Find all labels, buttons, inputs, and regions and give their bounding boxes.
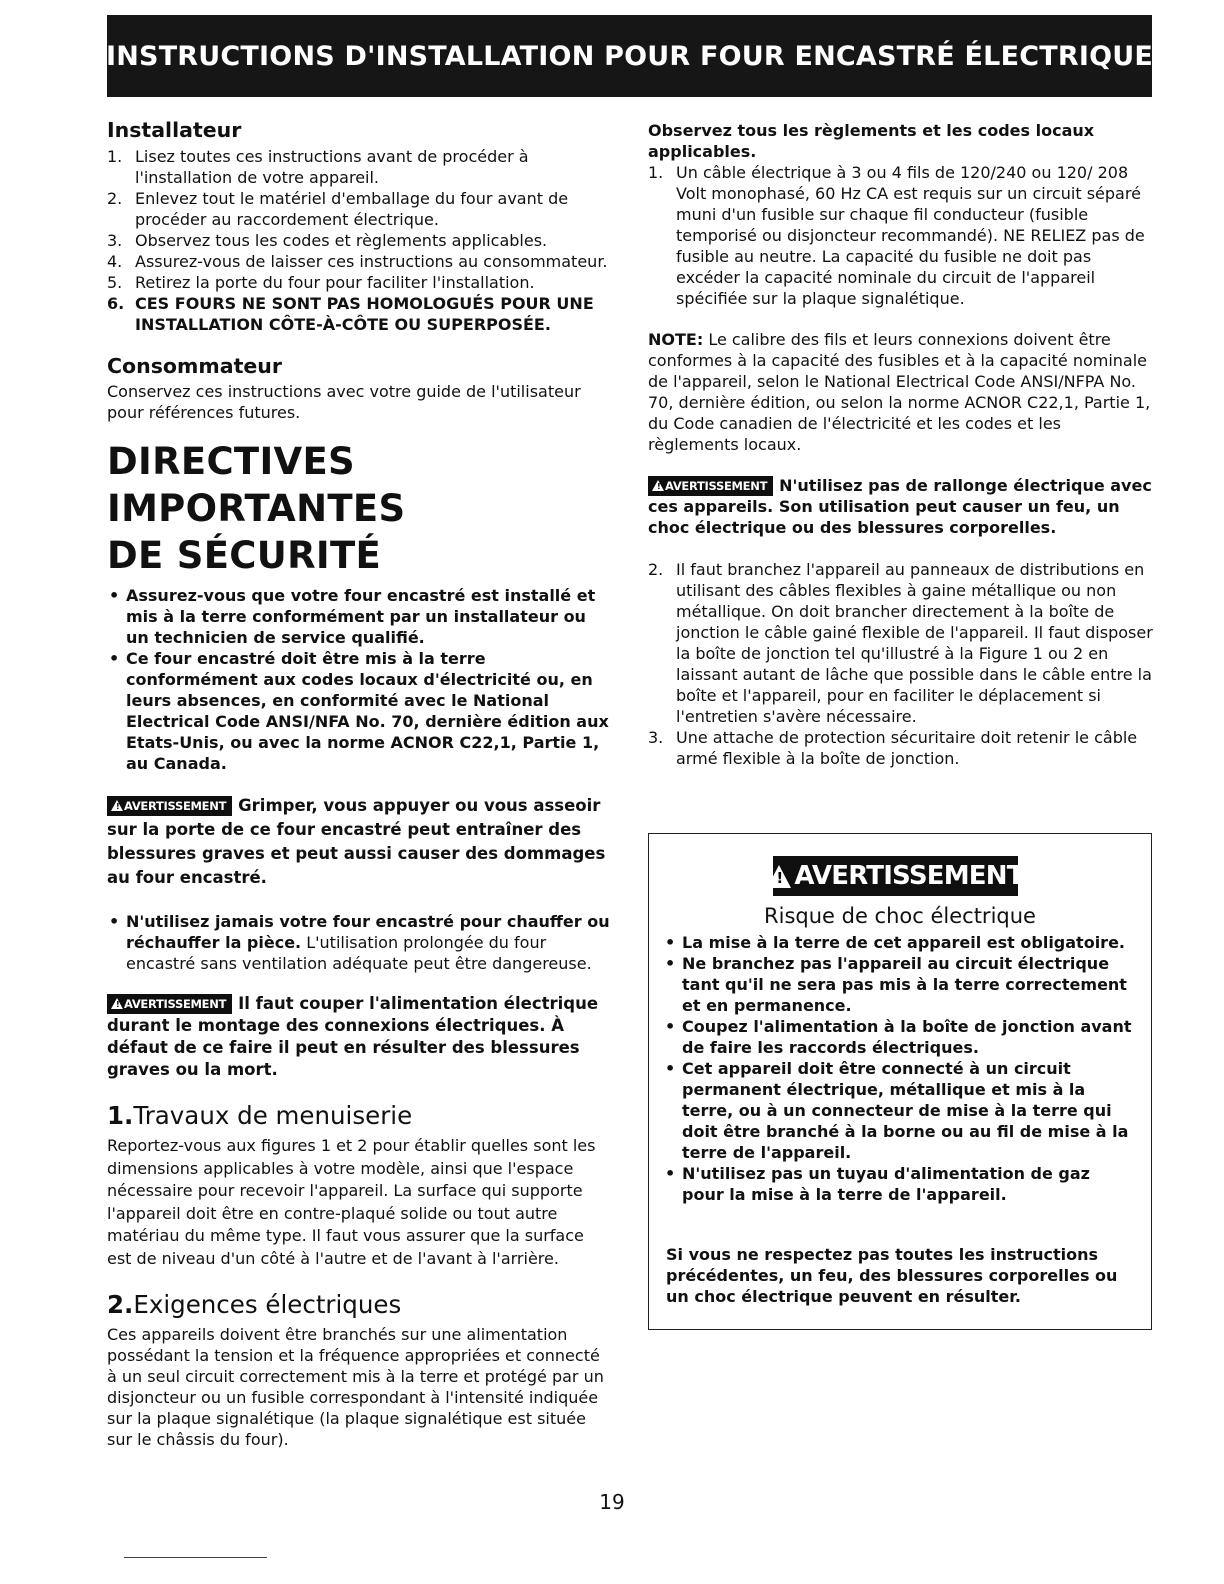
list-item: • Ce four encastré doit être mis à la terre conformément aux codes locaux d'électricité ou, en leurs absences, en conformité avec le National Electrical Code ANSI/NFA No. 70, dernière édition aux Etats-Unis, ou avec la norme ACNOR C22,1, Partie 1, au Canada. [109,649,609,773]
directives-bullets [107,585,612,774]
list-item: • Assurez-vous que votre four encastré est installé et mis à la terre conformément par un installateur ou un technicien de service qualifié. [109,586,596,647]
warning-door: ! AVERTISSEMENT Grimper, vous appuyer ou vous asseoir sur la porte de ce four encastré peut entraîner des blessures graves et peut aussi causer des dommages au four encastré. [107,796,606,887]
left-column [107,118,612,1450]
directives-title: DIRECTIVES IMPORTANTES DE SÉCURITÉ [107,440,406,577]
warning-power: ! AVERTISSEMENT Il faut couper l'alimentation électrique durant le montage des connexions électriques. À défaut de ce faire il peut en résulter des blessures graves ou la mort. [107,994,599,1079]
box-bullets [663,932,1133,1205]
warning-box [648,833,1152,1330]
warning-icon: ! [767,865,791,888]
list-item: 3. Une attache de protection sécuritaire doit retenir le câble armé flexible à la boîte de jonction. [648,728,1138,768]
observez-heading: Observez tous les règlements et les codes locaux applicables. [648,121,1095,161]
electrical-list-2 [648,559,1154,769]
consommateur-text: Conservez ces instructions avec votre guide de l'utilisateur pour références futures. [107,382,581,422]
installateur-list [107,146,612,335]
box-footer: Si vous ne respectez pas toutes les instructions précédentes, un feu, des blessures corporelles ou un choc électrique peuvent en résulter. [666,1245,1118,1306]
note-text: NOTE: Le calibre des fils et leurs connexions doivent être conformes à la capacité des fusibles et à la capacité nominale de l'appareil, selon le National Electrical Code ANSI/NFPA No. 70, dernière édition, ou selon la norme ACNOR C22,1, Partie 1, du Code canadien de l'électricité et les codes et les règlements locaux. [648,330,1151,454]
list-item: 3. Observez tous les codes et règlements applicables. [107,231,548,250]
installateur-heading: Installateur [107,118,242,142]
heating-bullet [107,911,612,974]
warning-badge: ! AVERTISSEMENT [648,476,773,496]
warning-icon: ! [111,800,123,811]
warning-badge: ! AVERTISSEMENT [107,796,232,816]
list-item: 1. Lisez toutes ces instructions avant de procéder à l'installation de votre appareil. [107,147,529,187]
list-item: • Coupez l'alimentation à la boîte de jonction avant de faire les raccords électriques. [665,1017,1132,1057]
list-item: 4. Assurez-vous de laisser ces instructions au consommateur. [107,252,608,271]
warning-badge: ! AVERTISSEMENT [107,994,232,1014]
list-item: 5. Retirez la porte du four pour faciliter l'installation. [107,273,535,292]
page-number: 19 [599,1490,625,1514]
list-item: 2. Il faut branchez l'appareil au panneaux de distributions en utilisant des câbles flexibles à gaine métallique ou non métallique. On doit brancher directement à la boîte de jonction le câble gainé flexible de l'appareil. Il faut disposer la boîte de jonction tel qu'illustré à la Figure 1 ou 2 en laissant autant de lâche que possible dans le câble entre la boîte et l'appareil, pour en faciliter le déplacement si l'entretien s'avère nécessaire. [648,560,1153,726]
warning-extension: ! AVERTISSEMENT N'utilisez pas de rallonge électrique avec ces appareils. Son utilisation peut causer un feu, un choc électrique ou des blessures corporelles. [648,476,1152,537]
menuiserie-text: Reportez-vous aux figures 1 et 2 pour établir quelles sont les dimensions applicables à votre modèle, ainsi que l'espace nécessaire pour recevoir l'appareil. La surface qui supporte l'appareil doit être en contre-plaqué solide ou tout autre matériau du même type. Il faut vous assurer que la surface est de niveau d'un côté à l'autre et de l'avant à l'arrière. [107,1136,596,1268]
list-item: • Ne branchez pas l'appareil au circuit électrique tant qu'il ne sera pas mis à la terre correctement et en permanence. [665,954,1127,1015]
box-title: Risque de choc électrique [764,904,1036,928]
electrical-list-1 [648,162,1154,309]
list-item: 2. Enlevez tout le matériel d'emballage du four avant de procéder au raccordement électrique. [107,189,569,229]
section-menuiserie-heading: 1.Travaux de menuiserie [107,1101,413,1130]
list-item: 6. CES FOURS NE SONT PAS HOMOLOGUÉS POUR UNE INSTALLATION CÔTE-À-CÔTE OU SUPERPOSÉE. [107,294,594,334]
list-item: • N'utilisez jamais votre four encastré pour chauffer ou réchauffer la pièce. L'utilisation prolongée du four encastré sans ventilation adéquate peut être dangereuse. [109,912,610,973]
list-item: 1. Un câble électrique à 3 ou 4 fils de 120/240 ou 120/ 208 Volt monophasé, 60 Hz CA est requis sur un circuit séparé muni d'un fusible sur chaque fil conducteur (fusible temporisé ou disjoncteur recommandé). NE RELIEZ pas de fusible au neutre. La capacité du fusible ne doit pas excéder la capacité nominale du circuit de l'appareil spécifiée sur la plaque signalétique. [648,163,1145,308]
list-item: • Cet appareil doit être connecté à un circuit permanent électrique, métallique et mis à la terre, ou à un connecteur de mise à la terre qui doit être branché à la borne ou au fil de mise à la terre de l'appareil. [665,1059,1129,1162]
exigences-text: Ces appareils doivent être branchés sur une alimentation possédant la tension et la fréquence appropriées et connecté à un seul circuit correctement mis à la terre et protégé par un disjoncteur ou un fusible correspondant à l'intensité indiquée sur la plaque signalétique (la plaque signalétique est située sur le châssis du four). [107,1325,604,1449]
footer-rule [124,1557,267,1558]
list-item: • N'utilisez pas un tuyau d'alimentation de gaz pour la mise à la terre de l'appareil. [665,1164,1090,1204]
warning-icon: ! [111,998,123,1009]
right-column [648,120,1154,769]
warning-icon: ! [652,480,664,491]
consommateur-heading: Consommateur [107,354,282,378]
page-banner: INSTRUCTIONS D'INSTALLATION POUR FOUR ENCASTRÉ ÉLECTRIQUE [107,15,1152,97]
list-item: • La mise à la terre de cet appareil est obligatoire. [665,933,1125,952]
section-exigences-heading: 2.Exigences électriques [107,1290,402,1319]
warning-badge-large: ! AVERTISSEMENT [773,856,1018,896]
